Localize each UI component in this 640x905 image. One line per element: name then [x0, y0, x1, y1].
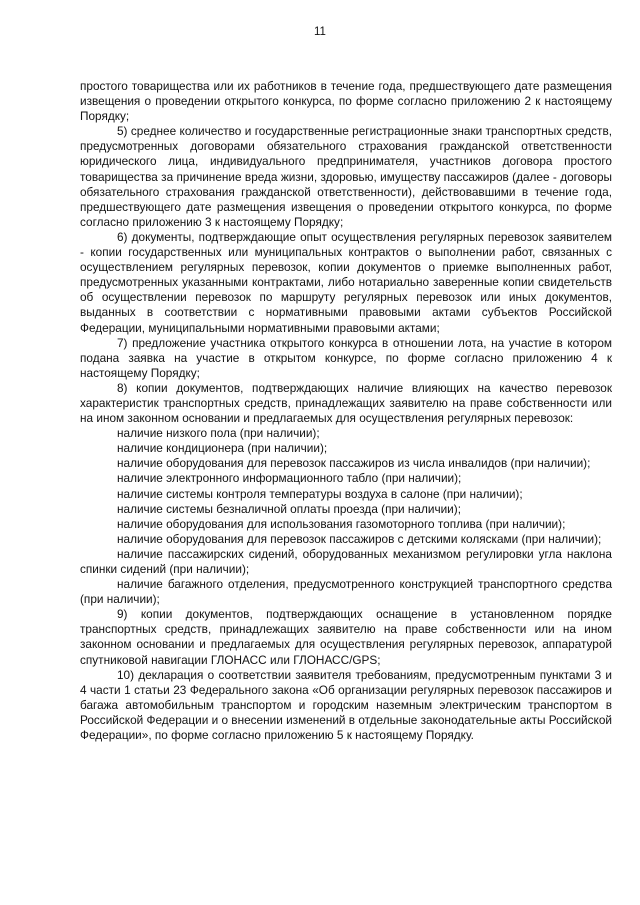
paragraph-item-9: 9) копии документов, подтверждающих оснащение в установленном порядке транспортных средств, принадлежащих заявителю на праве собственности или на ином законном основании и предлагаемых для осуществления регулярных перевозок, аппаратурой спутниковой навигации ГЛОНАСС или ГЛОНАСС/GPS;: [80, 607, 612, 667]
list-item-low-floor: наличие низкого пола (при наличии);: [117, 426, 320, 441]
paragraph-continuation: простого товарищества или их работников в течение года, предшествующего дате размещения извещения о проведении открытого конкурса, по форме согласно приложению 2 к настоящему Порядку;: [80, 79, 612, 124]
list-item-luggage-compartment: наличие багажного отделения, предусмотренного конструкцией транспортного средства (при наличии);: [80, 577, 612, 607]
list-item-info-display: наличие электронного информационного табло (при наличии);: [117, 471, 462, 486]
list-item-air-conditioner: наличие кондиционера (при наличии);: [117, 441, 328, 456]
paragraph-item-6: 6) документы, подтверждающие опыт осуществления регулярных перевозок заявителем - копии государственных или муниципальных контрактов о выполнении работ, связанных с осуществлением регулярных перевозок, копии документов о приемке выполненных работ, предусмотренных указанными контрактами, либо нотариально заверенные копии свидетельств об осуществлении перевозок по маршруту регулярных перевозок или иных документов, выданных в соответствии с нормативными правовыми актами субъектов Российской Федерации, муниципальными нормативными правовыми актами;: [80, 229, 612, 335]
page-number: 11: [314, 26, 326, 38]
paragraph-item-5: 5) среднее количество и государственные регистрационные знаки транспортных средств, предусмотренных договорами обязательного страхования гражданской ответственности юридического лица, индивидуального предпринимателя, участников договора простого товарищества за причинение вреда жизни, здоровью, имуществу пассажиров (далее - договоры обязательного страхования гражданской ответственности), действовавшими в течение года, предшествующего дате размещения извещения о проведении открытого конкурса, по форме согласно приложению 3 к настоящему Порядку;: [80, 124, 612, 229]
list-item-adjustable-seats: наличие пассажирских сидений, оборудованных механизмом регулировки угла наклона спинки сидений (при наличии);: [80, 546, 612, 576]
paragraph-item-10: 10) декларация о соответствии заявителя требованиям, предусмотренным пунктами 3 и 4 части 1 статьи 23 Федерального закона «Об организации регулярных перевозок пассажиров и багажа автомобильным транспортом и городским наземным электрическим транспортом в Российской Федерации и о внесении изменений в отдельные законодательные акты Российской Федерации», по форме согласно приложению 5 к настоящему Порядку.: [80, 667, 612, 743]
list-item-gas-fuel: наличие оборудования для использования газомоторного топлива (при наличии);: [117, 516, 566, 531]
paragraph-item-7: 7) предложение участника открытого конкурса в отношении лота, на участие в котором подана заявка на участие в открытом конкурсе, по форме согласно приложению 4 к настоящему Порядку;: [80, 335, 612, 380]
list-item-cashless-payment: наличие системы безналичной оплаты проезда (при наличии);: [117, 501, 461, 516]
paragraph-item-8: 8) копии документов, подтверждающих наличие влияющих на качество перевозок характеристик транспортных средств, принадлежащих заявителю на праве собственности или на ином законном основании и предлагаемых для осуществления регулярных перевозок:: [80, 380, 612, 426]
list-item-disabled-equipment: наличие оборудования для перевозок пассажиров из числа инвалидов (при наличии);: [117, 456, 591, 471]
list-item-temperature-control: наличие системы контроля температуры воздуха в салоне (при наличии);: [117, 486, 523, 501]
list-item-stroller-equipment: наличие оборудования для перевозок пассажиров с детскими колясками (при наличии);: [117, 531, 602, 546]
document-body: [80, 79, 612, 743]
